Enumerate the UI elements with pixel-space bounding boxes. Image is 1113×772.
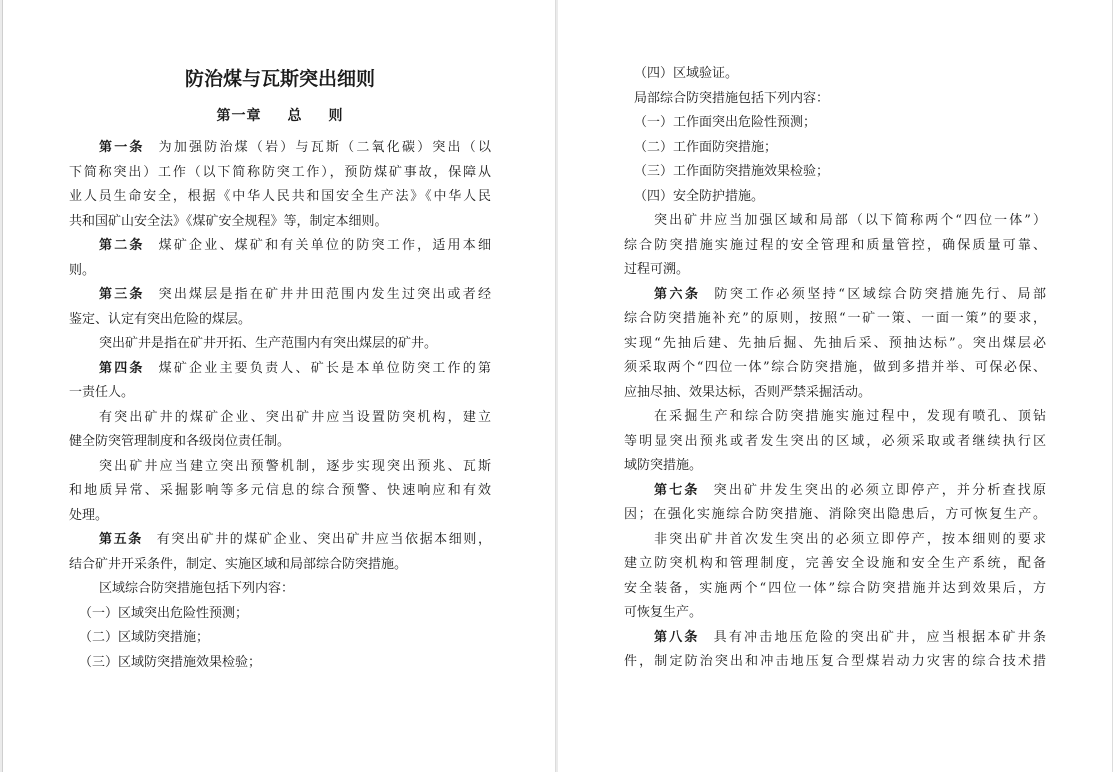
line-text: 突出矿井应当建立突出预警机制，逐步实现突出预兆、瓦斯	[99, 458, 491, 474]
article-number: 第三条	[99, 287, 145, 302]
text-line	[624, 454, 1046, 479]
article-line	[624, 626, 1046, 651]
line-text: 煤矿企业、煤矿和有关单位的防突工作，适用本细	[158, 238, 491, 253]
right-text-body	[624, 62, 1046, 675]
line-text: 综合防突措施实施过程的安全管理和质量管控，确保质量可靠、	[624, 237, 1046, 253]
text-line	[624, 111, 1046, 136]
text-line	[69, 504, 491, 529]
article-number: 第二条	[99, 238, 145, 253]
line-text: 在采掘生产和综合防突措施实施过程中，发现有喷孔、顶钻	[654, 409, 1046, 424]
text-line	[69, 577, 491, 602]
text-line	[624, 136, 1046, 161]
line-text: 防突工作必须坚持“区域综合防突措施先行、局部	[714, 286, 1046, 302]
line-text: 和地质异常、采掘影响等多元信息的综合预警、快速响应和有效	[69, 483, 491, 498]
line-text: 局部综合防突措施包括下列内容：	[634, 90, 830, 106]
text-line	[624, 87, 1046, 112]
article-line	[69, 234, 491, 259]
line-text: 安全装备，实施两个“四位一体”综合防突措施并达到效果后，方	[624, 580, 1046, 596]
line-text: （二）工作面防突措施；	[634, 139, 778, 155]
line-text: 突出煤层是指在矿井井田范围内发生过突出或者经	[158, 287, 491, 302]
line-text: 过程可溯。	[624, 262, 690, 277]
article-line	[624, 479, 1046, 504]
line-text: 鉴定、认定有突出危险的煤层。	[69, 311, 252, 327]
line-text: 一责任人。	[69, 385, 135, 400]
text-line	[624, 62, 1046, 87]
left-text-body	[69, 136, 491, 675]
line-text: （三）区域防突措施效果检验；	[79, 654, 262, 670]
line-text: 建立防突机构和管理制度，完善安全设施和安全生产系统，配备	[624, 556, 1046, 571]
chapter-number: 第一章	[216, 108, 262, 124]
line-text: 业人员生命安全，根据《中华人民共和国安全生产法》《中华人民	[69, 189, 491, 204]
line-text: 综合防突措施补充”的原则，按照“一矿一策、一面一策”的要求，	[624, 311, 1046, 326]
text-line	[69, 406, 491, 431]
line-text: （四）安全防护措施。	[634, 188, 765, 204]
line-text: 实现“先抽后建、先抽后掘、先抽后采、预抽达标”。突出煤层必	[624, 335, 1046, 351]
text-line	[69, 210, 491, 235]
article-number: 第一条	[99, 140, 145, 155]
text-line	[624, 577, 1046, 602]
chapter-heading	[69, 105, 491, 125]
article-number: 第五条	[99, 532, 143, 547]
line-text: 则。	[69, 262, 96, 278]
text-line	[69, 651, 491, 676]
line-text: 突出矿井是指在矿井开拓、生产范围内有突出煤层的矿井。	[99, 336, 438, 351]
text-line	[624, 307, 1046, 332]
line-text: （一）区域突出危险性预测；	[79, 605, 249, 621]
article-line	[69, 357, 491, 382]
line-text: 非突出矿井首次发生突出的必须立即停产，按本细则的要求	[654, 531, 1046, 547]
line-text: 下简称突出）工作（以下简称防突工作），预防煤矿事故，保障从	[69, 164, 491, 180]
line-text: 可恢复生产。	[624, 605, 703, 620]
document-title: 防治煤与瓦斯突出细则	[184, 68, 375, 90]
text-line	[624, 503, 1046, 528]
line-text: （四）区域验证。	[634, 66, 739, 81]
text-line	[624, 650, 1046, 675]
article-line	[69, 136, 491, 161]
article-line	[624, 283, 1046, 308]
line-text: 应抽尽抽、效果达标，否则严禁采掘活动。	[624, 384, 872, 400]
text-line	[624, 601, 1046, 626]
line-text: 为加强防治煤（岩）与瓦斯（二氧化碳）突出（以	[158, 140, 491, 155]
text-line	[624, 185, 1046, 210]
line-text: 具有冲击地压危险的突出矿井，应当根据本矿井条	[713, 629, 1046, 645]
line-text: 域防突措施。	[624, 458, 703, 473]
text-line	[624, 332, 1046, 357]
line-text: 有突出矿井的煤矿企业、突出矿井应当设置防突机构，建立	[99, 409, 491, 425]
line-text: 区域综合防突措施包括下列内容：	[99, 581, 295, 596]
text-line	[69, 553, 491, 578]
text-line	[624, 258, 1046, 283]
text-line	[624, 209, 1046, 234]
line-text: （三）工作面防突措施效果检验；	[634, 164, 830, 179]
article-number: 第七条	[654, 482, 700, 498]
right-page	[558, 0, 1113, 772]
text-line	[69, 602, 491, 627]
text-line	[624, 528, 1046, 553]
line-text: 结合矿井开采条件，制定、实施区域和局部综合防突措施。	[69, 556, 408, 572]
text-line	[69, 479, 491, 504]
line-text: 等明显突出预兆或者发生突出的区域，必须采取或者继续执行区	[624, 433, 1046, 449]
text-line	[624, 160, 1046, 185]
article-line	[69, 528, 491, 553]
text-line	[624, 552, 1046, 577]
article-number: 第八条	[654, 629, 700, 645]
left-page	[2, 0, 556, 772]
line-text: 煤矿企业主要负责人、矿长是本单位防突工作的第	[158, 360, 491, 376]
chapter-name: 总	[287, 108, 303, 124]
text-line	[69, 259, 491, 284]
text-line	[69, 161, 491, 186]
line-text: 件，制定防治突出和冲击地压复合型煤岩动力灾害的综合技术措	[624, 654, 1046, 669]
text-line	[624, 381, 1046, 406]
text-line	[624, 356, 1046, 381]
line-text: 共和国矿山安全法》《煤矿安全规程》等，制定本细则。	[69, 213, 388, 229]
article-line	[69, 283, 491, 308]
line-text: 突出矿井应当加强区域和局部（以下简称两个“四位一体”）	[654, 213, 1046, 228]
line-text: 有突出矿井的煤矿企业、突出矿井应当依据本细则，	[156, 532, 491, 547]
text-line	[69, 381, 491, 406]
text-line	[624, 430, 1046, 455]
line-text: 健全防突管理制度和各级岗位责任制。	[69, 434, 291, 449]
article-number: 第六条	[654, 286, 701, 302]
text-line	[69, 185, 491, 210]
line-text: 处理。	[69, 507, 109, 523]
article-number: 第四条	[99, 360, 145, 376]
chapter-name-2: 则	[328, 108, 344, 124]
text-line	[69, 430, 491, 455]
text-line	[69, 626, 491, 651]
text-line	[69, 332, 491, 357]
line-text: （一）工作面突出危险性预测；	[634, 115, 817, 130]
line-text: 须采取两个“四位一体”综合防突措施，做到多措并举、可保必保、	[624, 360, 1046, 375]
text-line	[624, 234, 1046, 259]
text-line	[624, 405, 1046, 430]
text-line	[69, 308, 491, 333]
line-text: 突出矿井发生突出的必须立即停产，并分析查找原	[713, 482, 1046, 498]
text-line	[69, 455, 491, 480]
line-text: （二）区域防突措施；	[79, 630, 210, 645]
line-text: 因；在强化实施综合防突措施、消除突出隐患后，方可恢复生产。	[624, 507, 1046, 522]
